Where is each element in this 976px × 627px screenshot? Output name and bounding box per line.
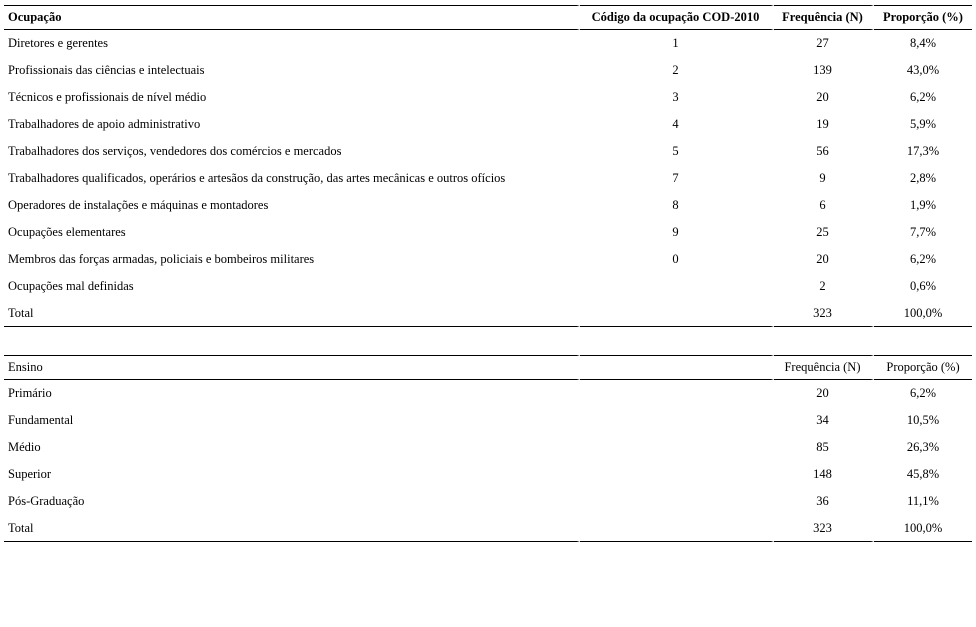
row-code: 5 [580,138,774,165]
row-code [580,273,774,300]
occupation-table [4,5,972,327]
education-table [4,355,972,542]
table-row [4,138,972,165]
row-proportion: 0,6% [909,279,937,293]
table-row [4,246,972,273]
row-proportion: 45,8% [906,467,940,481]
header-occupation-code: Código da ocupação COD-2010 [580,5,774,30]
row-proportion: 7,7% [909,225,937,239]
row-label: Primário [4,380,580,407]
row-proportion: 100,0% [874,515,972,542]
table-row [4,380,972,407]
row-frequency: 323 [774,300,874,327]
table-row [4,273,972,300]
row-frequency: 20 [774,84,874,111]
row-proportion: 6,2% [909,90,937,104]
header-education: Ensino [4,355,580,380]
row-code: 3 [580,84,774,111]
row-proportion: 6,2% [909,386,937,400]
row-code: 9 [580,219,774,246]
row-label: Ocupações mal definidas [4,273,580,300]
table-row [4,57,972,84]
row-frequency: 139 [774,57,874,84]
table-row [4,165,972,192]
header-occupation: Ocupação [4,5,580,30]
row-frequency: 323 [774,515,874,542]
education-header-row [4,355,972,380]
row-proportion: 1,9% [909,198,937,212]
row-code: 2 [580,57,774,84]
table-row [4,84,972,111]
row-proportion: 11,1% [907,494,939,508]
occupation-header-row [4,5,972,30]
row-proportion: 10,5% [906,413,940,427]
row-label: Médio [4,434,580,461]
row-frequency: 20 [774,246,874,273]
row-label: Membros das forças armadas, policiais e bombeiros militares [4,246,580,273]
row-frequency: 148 [774,461,874,488]
header-proportion: Proporção (%) [874,5,972,30]
row-code [580,434,774,461]
row-proportion: 17,3% [906,144,940,158]
row-frequency: 9 [774,165,874,192]
row-frequency: 34 [774,407,874,434]
row-frequency: 56 [774,138,874,165]
row-code [580,515,774,542]
row-label: Profissionais das ciências e intelectuais [4,57,580,84]
table-row [4,219,972,246]
row-frequency: 27 [774,30,874,57]
row-frequency: 19 [774,111,874,138]
row-label: Trabalhadores de apoio administrativo [4,111,580,138]
row-frequency: 36 [774,488,874,515]
row-proportion: 8,4% [909,36,937,50]
row-code: 7 [580,165,774,192]
row-proportion: 2,8% [909,171,937,185]
header-proportion: Proporção (%) [874,355,972,380]
table-row [4,461,972,488]
header-empty [580,355,774,380]
row-label: Trabalhadores qualificados, operários e artesãos da construção, das artes mecânicas e outros ofícios [4,165,580,192]
row-proportion: 5,9% [909,117,937,131]
row-label: Técnicos e profissionais de nível médio [4,84,580,111]
row-label: Ocupações elementares [4,219,580,246]
row-label: Total [4,515,580,542]
education-table-body [4,380,972,542]
table-row [4,488,972,515]
row-code: 0 [580,246,774,273]
row-proportion: 26,3% [906,440,940,454]
row-code [580,407,774,434]
row-frequency: 85 [774,434,874,461]
row-frequency: 6 [774,192,874,219]
row-code [580,461,774,488]
row-proportion: 100,0% [874,300,972,327]
occupation-table-body [4,30,972,327]
row-frequency: 20 [774,380,874,407]
row-code [580,300,774,327]
header-frequency: Frequência (N) [774,5,874,30]
row-code: 8 [580,192,774,219]
row-proportion: 43,0% [906,63,940,77]
table-row [4,300,972,327]
row-code [580,380,774,407]
row-frequency: 2 [774,273,874,300]
row-code [580,488,774,515]
row-label: Superior [4,461,580,488]
row-label: Diretores e gerentes [4,30,580,57]
table-row [4,407,972,434]
table-row [4,111,972,138]
row-code: 1 [580,30,774,57]
row-code: 4 [580,111,774,138]
table-row [4,192,972,219]
table-row [4,434,972,461]
row-label: Operadores de instalações e máquinas e montadores [4,192,580,219]
table-row [4,30,972,57]
row-label: Trabalhadores dos serviços, vendedores dos comércios e mercados [4,138,580,165]
row-label: Pós-Graduação [4,488,580,515]
row-proportion: 6,2% [909,252,937,266]
table-row [4,515,972,542]
header-frequency: Frequência (N) [774,355,874,380]
row-frequency: 25 [774,219,874,246]
row-label: Total [4,300,580,327]
row-label: Fundamental [4,407,580,434]
